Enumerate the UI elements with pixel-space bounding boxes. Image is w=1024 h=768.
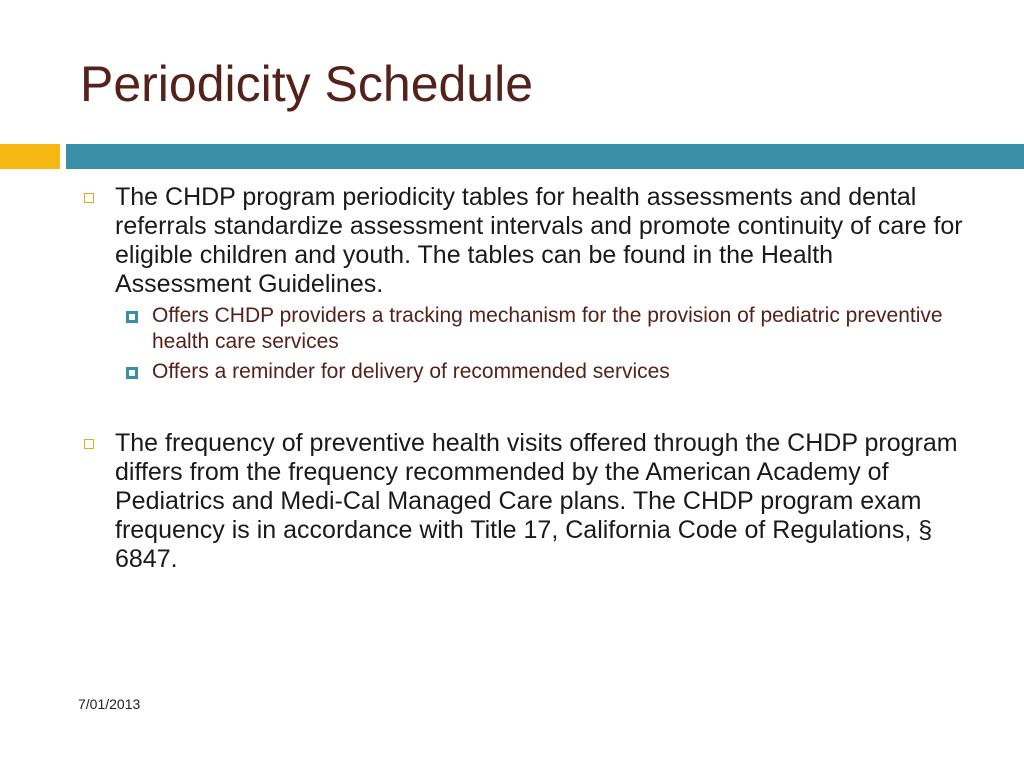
sub-bullet-item: [0, 359, 1024, 385]
bullet-text: The frequency of preventive health visits offered through the CHDP program differs from the frequency recommended by the American Academy of Pediatrics and Medi-Cal Managed Care plans. The CHDP program exam frequency is in accordance with Title 17, California Code of Regulations, § 6847.: [115, 429, 958, 573]
bullet-item: [0, 183, 1024, 299]
bullet-item: [0, 429, 1024, 574]
sub-bullet-text: Offers a reminder for delivery of recommended services: [152, 360, 670, 383]
square-bullet-icon: [126, 311, 138, 323]
sub-bullet-item: [0, 303, 1024, 355]
bullet-text: The CHDP program periodicity tables for health assessments and dental referrals standardize assessment intervals and promote continuity of care for eligible children and youth. The tables can be found in the Health Assessment Guidelines.: [115, 183, 963, 298]
hollow-square-bullet-icon: [84, 193, 94, 203]
sub-bullet-text: Offers CHDP providers a tracking mechanism for the provision of pediatric preventive health care services: [152, 304, 943, 353]
square-bullet-icon: [126, 367, 138, 379]
slide-title: Periodicity Schedule: [80, 56, 534, 112]
hollow-square-bullet-icon: [84, 439, 94, 449]
slide-date: 7/01/2013: [78, 696, 141, 712]
accent-bar-gold: [0, 144, 60, 169]
slide-content: [0, 183, 1024, 574]
accent-bar-teal: [66, 144, 1024, 169]
